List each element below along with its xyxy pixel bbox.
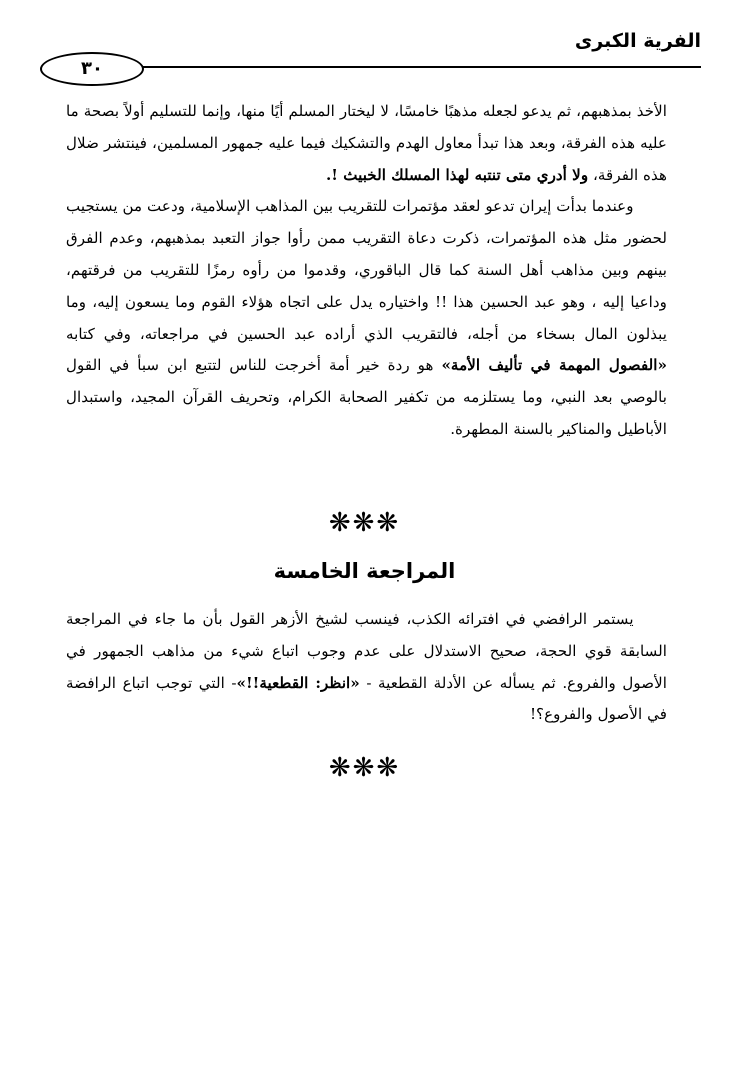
- paragraph-1-text: الأخذ بمذهبهم، ثم يدعو لجعله مذهبًا خامسًا، لا ليختار المسلم أيًا منها، وإنما للتسليم أولاً بصحة ما عليه هذه الفرقة، وبعد هذا تبدأ معاول الهدم والتشكيك فيما عليه جمهور المسلمين، فينتشر ضلال هذه الفرقة،: [66, 102, 667, 184]
- header-rule: [58, 66, 701, 68]
- paragraph-3-text: يستمر الرافضي في افترائه الكذب، فينسب لشيخ الأزهر القول بأن ما جاء في المراجعة السابقة قوي الحجة، صحيح الاستدلال على عدم وجوب اتباع شيء من مذاهب الجمهور في الأصول والفروع. ثم يسأله عن الأدلة القطعية -: [66, 610, 667, 692]
- running-header-title: الفرية الكبرى: [574, 30, 701, 52]
- paragraph-1-bold-tail: ولا أدري متى تنتبه لهذا المسلك الخبيث !.: [325, 165, 589, 184]
- paragraph-3-text-end: - التي توجب اتباع الرافضة في الأصول والفروع؟!: [66, 673, 667, 724]
- paragraph-3: [66, 604, 667, 731]
- book-title-reference: «الفصول المهمة في تأليف الأمة»: [441, 356, 667, 375]
- paragraph-3-bold-note: «انظر: القطعية!!»: [236, 673, 360, 692]
- paragraph-1: [66, 96, 667, 191]
- paragraph-2-text-end: هو ردة خير أمة أخرجت للناس لتتبع ابن سبأ في القول بالوصي بعد النبي، وما يستلزمه من تكفير الصحابة الكرام، وتحريف القرآن المجيد، واستبدال الأباطيل والمناكير بالسنة المطهرة.: [66, 356, 667, 438]
- page-number: ٣٠: [40, 52, 144, 86]
- section-body-text: [66, 604, 667, 731]
- section-divider-ornament: ❋❋❋: [328, 508, 401, 538]
- paragraph-2: [66, 191, 667, 445]
- body-text-block: [66, 96, 667, 446]
- paragraph-2-text: وعندما بدأت إيران تدعو لعقد مؤتمرات للتقريب بين المذاهب الإسلامية، ودعت من يستجيب لحضور مثل هذه المؤتمرات، ذكرت دعاة التقريب ممن رأوا جواز التعبد بمذهبهم، وعدم الفرق بينهم وبين مذاهب أهل السنة كما قال الباقوري، وقدموا من رأوه رمزًا للتقريب من فرقتهم، وداعيا إليه ، وهو عبد الحسين هذا !! واختياره يدل على اتجاه هؤلاء القوم وما يسعون إليه، وما يبذلون المال بسخاء من أجله، فالتقريب الذي أراده عبد الحسين في مراجعاته، وفي كتابه: [65, 197, 667, 343]
- section-heading: المراجعة الخامسة: [273, 559, 456, 583]
- closing-divider-ornament: ❋❋❋: [328, 753, 401, 783]
